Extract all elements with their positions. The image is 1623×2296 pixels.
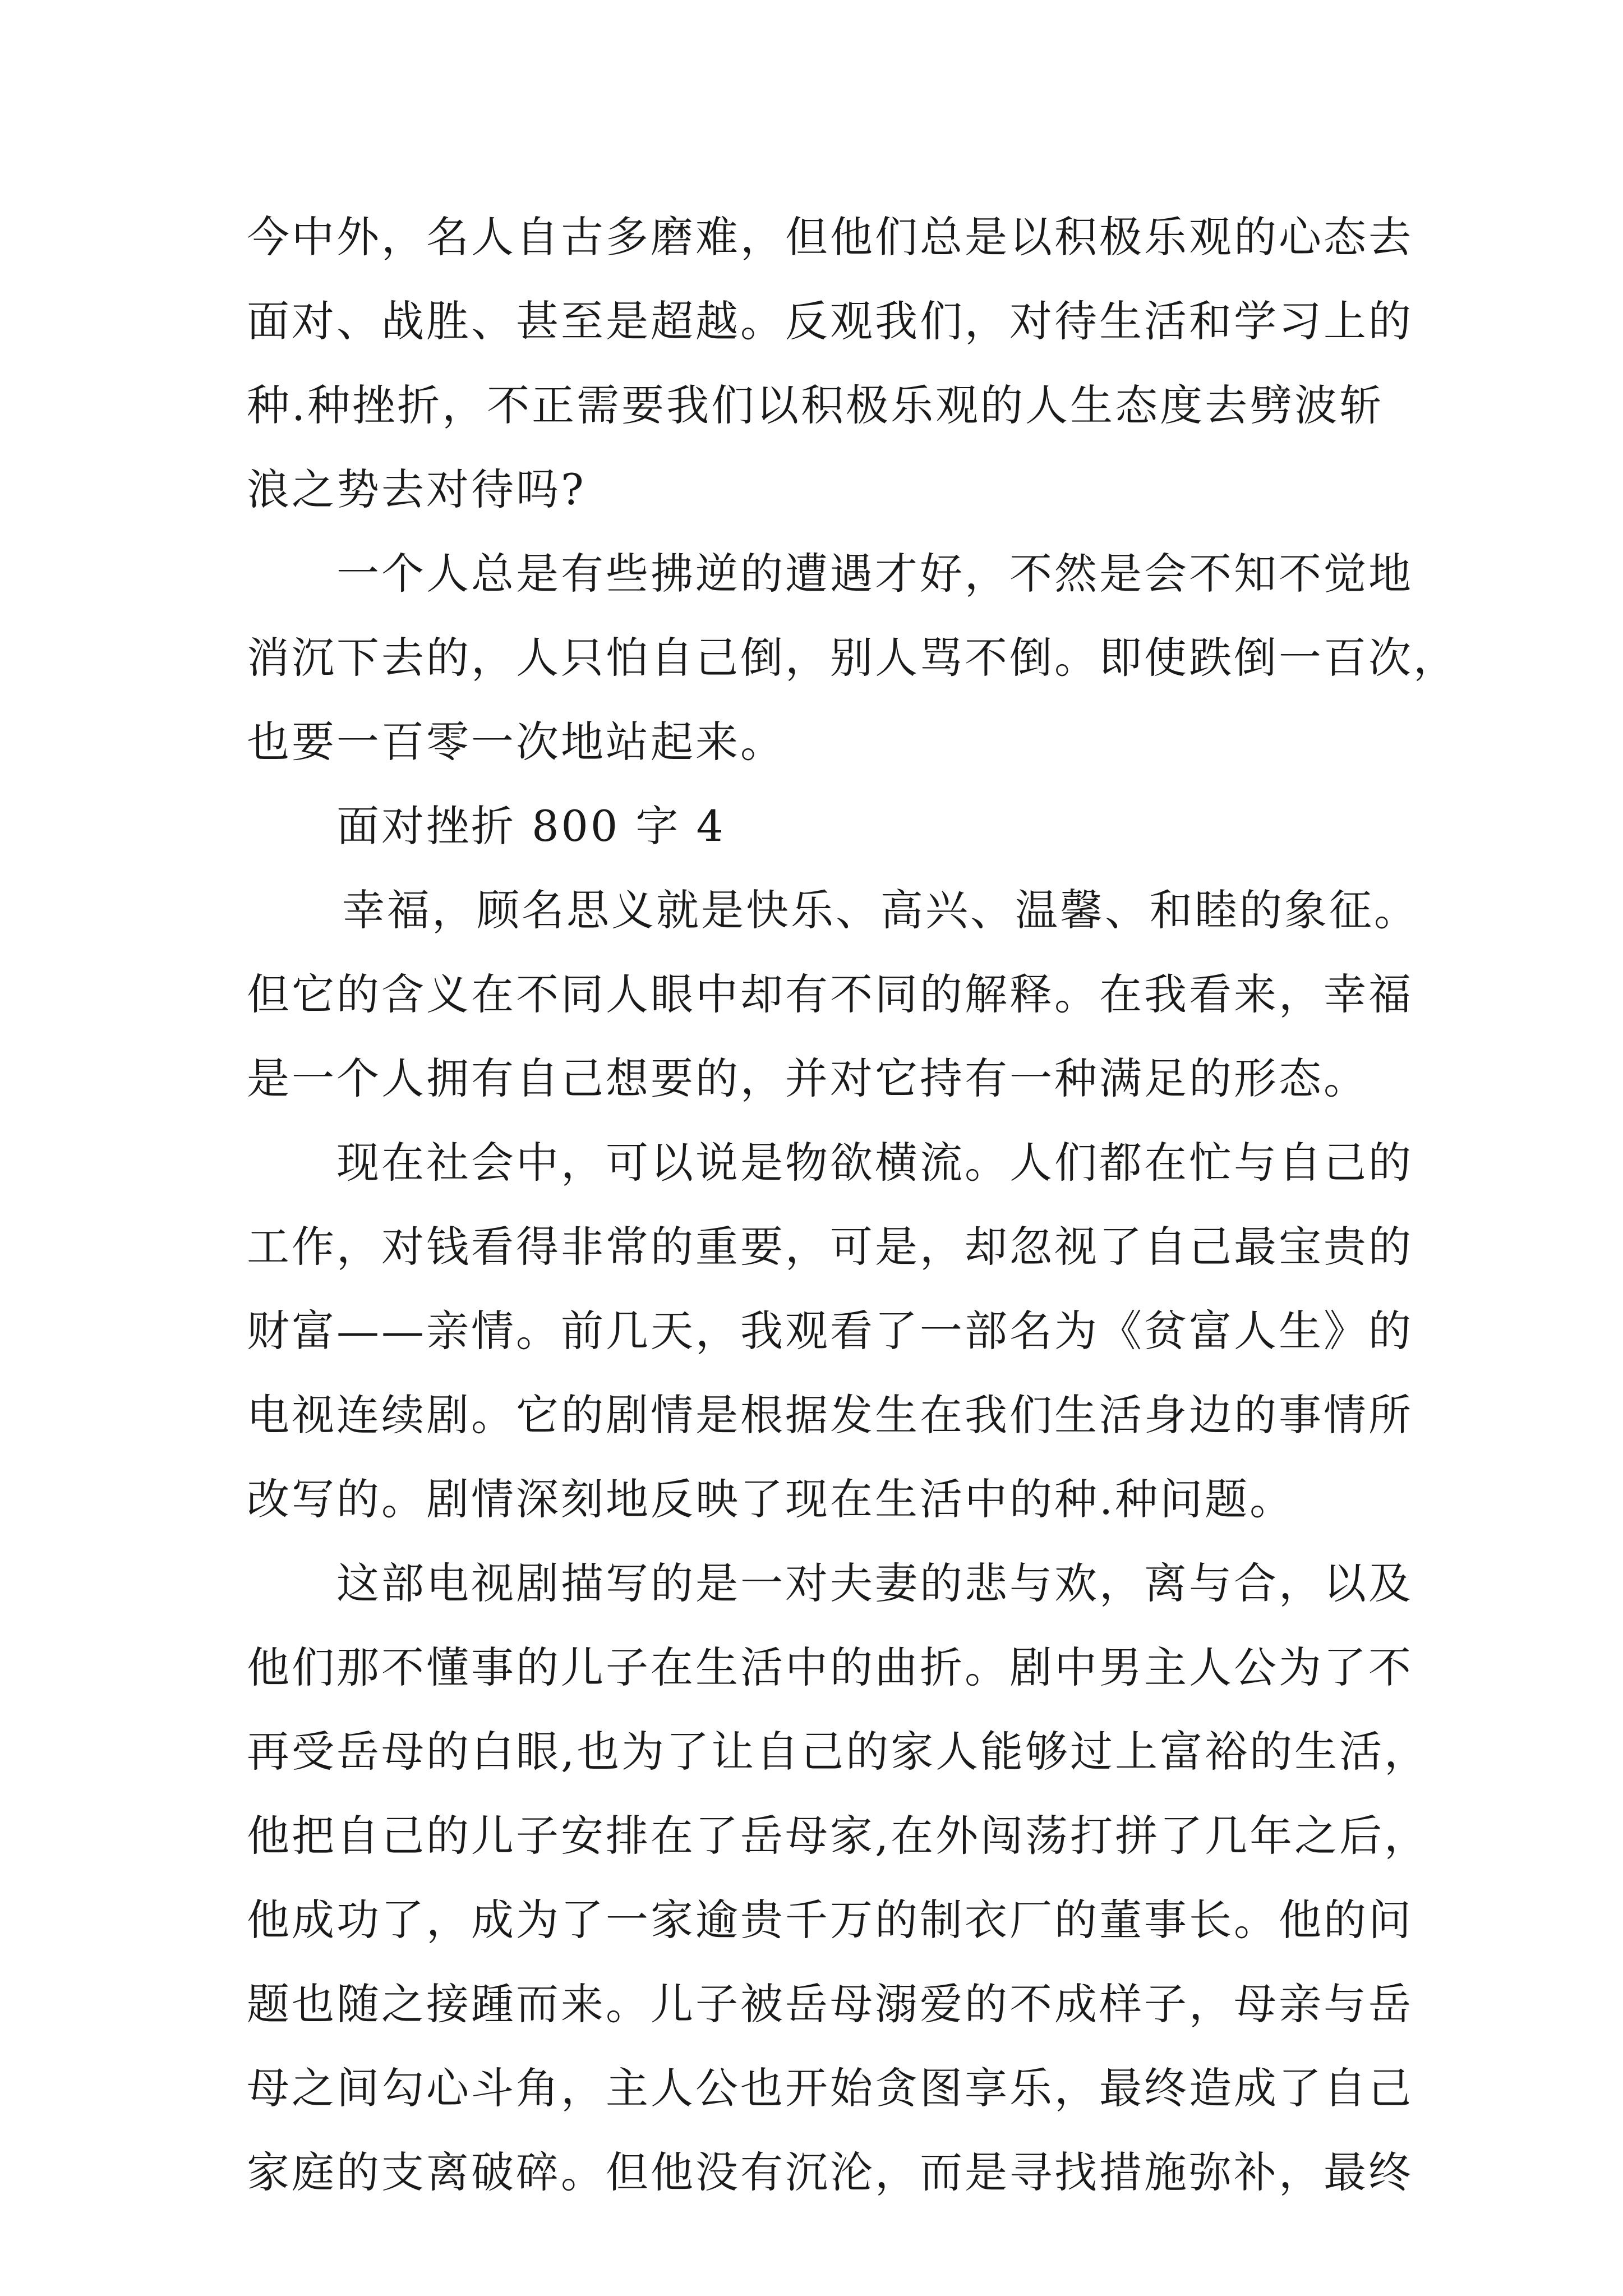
section-heading: 面对挫折 800 字 4 <box>336 801 726 851</box>
text-line: 财富——亲情。前几天，我观看了一部名为《贫富人生》的 <box>247 1306 1413 1356</box>
text-line: 今中外，名人自古多磨难，但他们总是以积极乐观的心态去 <box>247 212 1413 262</box>
text-line: 他把自己的儿子安排在了岳母家,在外闯荡打拼了几年之后， <box>247 1811 1430 1861</box>
text-line: 现在社会中，可以说是物欲横流。人们都在忙与自己的 <box>336 1138 1413 1188</box>
text-line: 他成功了，成为了一家逾贵千万的制衣厂的董事长。他的问 <box>247 1895 1413 1945</box>
text-line: 是一个人拥有自己想要的，并对它持有一种满足的形态。 <box>247 1053 1368 1103</box>
text-line: 再受岳母的白眼,也为了让自己的家人能够过上富裕的生活， <box>247 1727 1430 1777</box>
text-line: 消沉下去的，人只怕自己倒，别人骂不倒。即使跌倒一百次， <box>247 633 1458 683</box>
text-line: 也要一百零一次地站起来。 <box>247 717 785 767</box>
text-line: 家庭的支离破碎。但他没有沉沦，而是寻找措施弥补，最终 <box>247 2147 1413 2197</box>
text-line: 工作，对钱看得非常的重要，可是，却忽视了自己最宝贵的 <box>247 1222 1413 1272</box>
text-line: 种.种挫折，不正需要我们以积极乐观的人生态度去劈波斩 <box>247 380 1385 430</box>
text-line: 一个人总是有些拂逆的遭遇才好，不然是会不知不觉地 <box>336 549 1413 599</box>
text-line: 面对、战胜、甚至是超越。反观我们，对待生活和学习上的 <box>247 296 1413 346</box>
text-line: 但它的含义在不同人眼中却有不同的解释。在我看来，幸福 <box>247 969 1413 1019</box>
text-line: 幸福，顾名思义就是快乐、高兴、温馨、和睦的象征。 <box>342 885 1419 935</box>
text-line: 电视连续剧。它的剧情是根据发生在我们生活身边的事情所 <box>247 1390 1413 1440</box>
text-line: 题也随之接踵而来。儿子被岳母溺爱的不成样子，母亲与岳 <box>247 1979 1413 2029</box>
text-line: 改写的。剧情深刻地反映了现在生活中的种.种问题。 <box>247 1474 1295 1524</box>
text-line: 这部电视剧描写的是一对夫妻的悲与欢，离与合，以及 <box>336 1558 1413 1608</box>
text-line: 母之间勾心斗角，主人公也开始贪图享乐，最终造成了自己 <box>247 2063 1413 2113</box>
text-line: 浪之势去对待吗? <box>247 464 586 514</box>
text-line: 他们那不懂事的儿子在生活中的曲折。剧中男主人公为了不 <box>247 1642 1413 1692</box>
